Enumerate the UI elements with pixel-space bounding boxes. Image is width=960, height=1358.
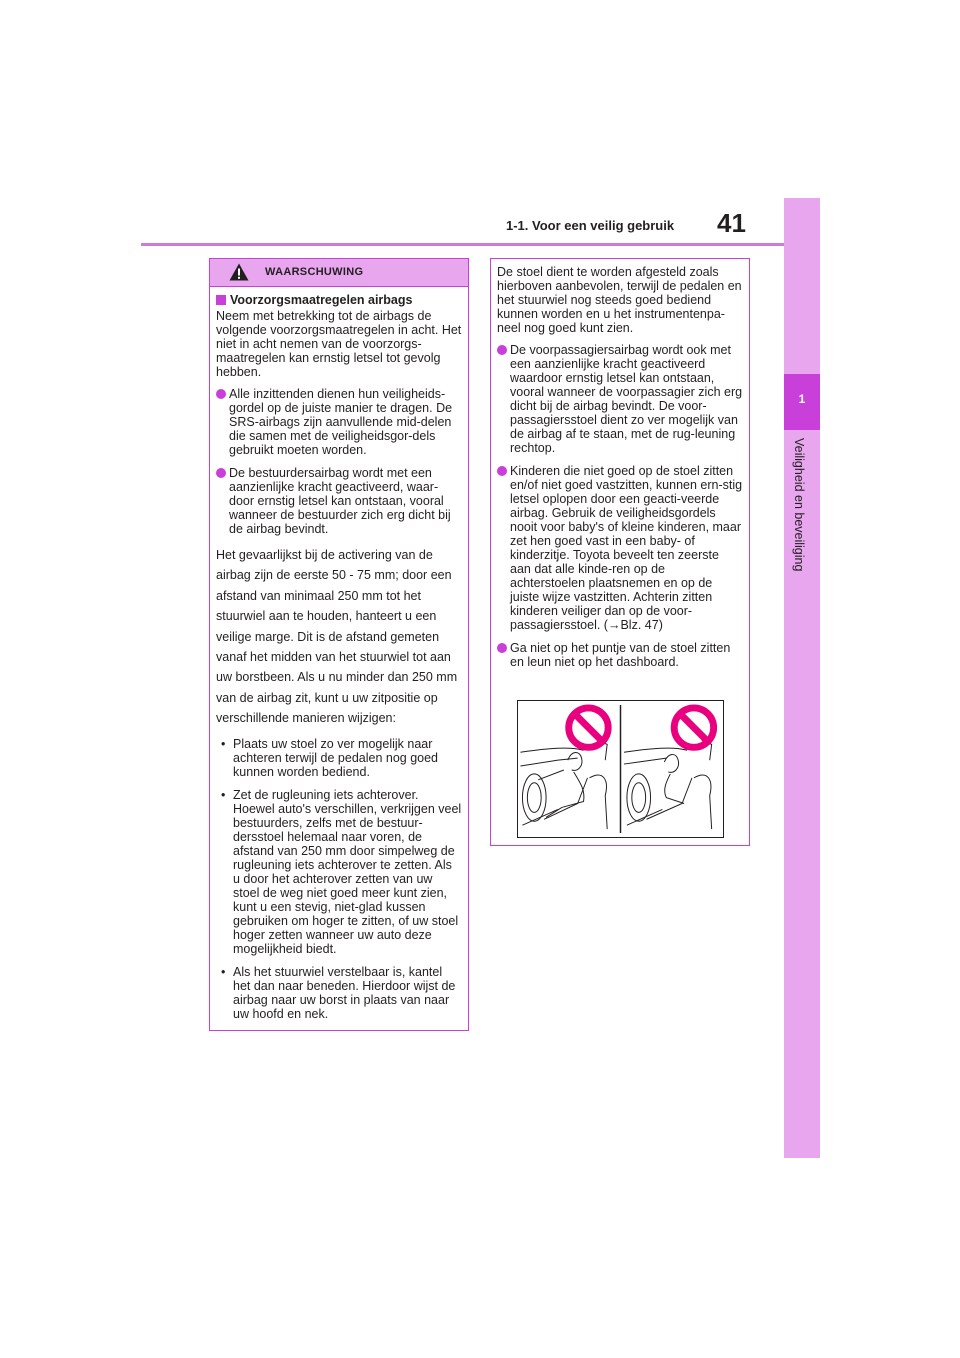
wrong-posture-scene-left [520,740,607,829]
bullet-text: De voorpassagiersairbag wordt ook met een aanzienlijke kracht geactiveerd waardoor ernstig letsel kan ontstaan, vooral wanneer de voorpassagier zich erg dicht bij de airbag bevindt. De voor-passagiersstoel dient zo ver mogelijk van de airbag af te staan, met de rug-leuning rechtop. [510,343,743,455]
bullet-text-body: Kinderen die niet goed op de stoel zitten en/of niet goed vastzitten, kunnen ern-stig letsel oplopen door een geacti-veerde airbag. Gebruik de veiligheidsgordels nooit voor baby's of kleine kinderen, maar zet hen goed vast in een baby- of kinderzitje. Toyota beveelt ten zeerste aan dat alle kinde-ren op de achterstoelen plaatsnemen en op de juiste wijze vastzitten. Achterin zitten kinderen veiliger dan op de voor-passagiersstoel. ( [510,464,743,632]
chapter-label-text: Veiligheid en beveiliging [792,438,806,572]
warning-title: WAARSCHUWING [265,266,364,278]
sub-item-text: Zet de rugleuning iets achterover. Hoewel auto's verschillen, verkrijgen veel bestuurders, zelfs met de bestuur-dersstoel helemaal naar voren, de afstand van 250 mm door simpelweg de rugleuning iets achterover te zetten. Als u door het achterover zetten van uw stoel de weg niet goed meer kunt zien, kunt u een stevig, niet-glad kussen gebruiken om hoger te zitten, of uw stoel hoger zetten wanneer uw auto deze mogelijkheid biedt. [233,787,462,956]
list-item [497,343,743,455]
bullet-text: De bestuurdersairbag wordt met een aanzienlijke kracht geactiveerd, waar-door ernstig letsel kan ontstaan, vooral wanneer de bestuurder zich erg dicht bij de airbag bevindt. [229,466,451,536]
section-title: Voorzorgsmaatregelen airbags [230,293,413,307]
bullet-text-end: ) [658,618,663,632]
square-bullet-icon [216,295,226,305]
wrong-posture-scene-right [624,740,712,829]
header-divider [141,243,784,246]
sub-list-item [216,788,462,956]
dot-marker: • [221,736,226,751]
page-reference-link[interactable]: →Blz. 47 [607,618,659,632]
warning-box [209,258,469,1031]
section-heading [216,293,462,307]
sub-list-item [216,737,462,779]
bullet-text [510,464,742,632]
list-item [497,464,743,632]
warning-header [210,259,468,287]
round-bullet-icon [497,466,507,476]
prohibition-sign-left [569,708,608,747]
list-item [216,466,462,536]
chapter-side-tab[interactable] [784,198,820,1158]
sub-item-text: Plaats uw stoel zo ver mogelijk naar achteren terwijl de pedalen nog goed kunnen worden bediend. [233,736,439,779]
round-bullet-icon [497,345,507,355]
seating-posture-illustration [517,700,724,838]
seat-adjust-paragraph: De stoel dient te worden afgesteld zoals hierboven aanbevolen, terwijl de pedalen en het stuurwiel nog steeds goed bediend kunnen worden en u het instrumentenpa-neel nog goed kunt zien. [497,265,742,335]
warning-triangle-icon [229,263,249,281]
list-item [216,387,462,457]
prohibition-sign-right [674,708,713,747]
dot-marker: • [221,787,226,802]
dot-marker: • [221,964,226,979]
sub-item-text: Als het stuurwiel verstelbaar is, kantel het dan naar beneden. Hierdoor wijst de airbag naar uw borst in plaats van naar uw hoofd en nek. [233,964,456,1021]
chapter-number: 1 [798,392,806,406]
round-bullet-icon [216,468,226,478]
chapter-header-title: 1-1. Voor een veilig gebruik [506,218,675,233]
round-bullet-icon [497,643,507,653]
round-bullet-icon [216,389,226,399]
bullet-text: Alle inzittenden dienen hun veiligheids-gordel op de juiste manier te dragen. De SRS-airbags zijn aanvullende mid-delen die samen met de veiligheidsgor-dels gebruikt moeten worden. [229,387,453,457]
warning-intro: Neem met betrekking tot de airbags de volgende voorzorgsmaatregelen in acht. Het niet in acht nemen van de voorzorgs-maatregelen kan ernstig letsel tot gevolg hebben. [216,309,462,379]
page-number: 41 [717,208,746,238]
chapter-label [784,430,820,630]
list-item [497,641,743,669]
distance-paragraph: Het gevaarlijkst bij de activering van de airbag zijn de eerste 50 - 75 mm; door een afstand van minimaal 250 mm tot het stuurwiel aan te houden, hanteert u een veilige marge. Dit is de afstand gemeten vanaf het midden van het stuurwiel tot aan uw borstbeen. Als u nu minder dan 250 mm van de airbag zit, kunt u uw zitpositie op verschillende manieren wijzigen: [216,548,458,726]
sub-list-item [216,965,462,1021]
bullet-text: Ga niet op het puntje van de stoel zitten en leun niet op het dashboard. [510,641,731,669]
warning-box-continued [490,258,750,846]
